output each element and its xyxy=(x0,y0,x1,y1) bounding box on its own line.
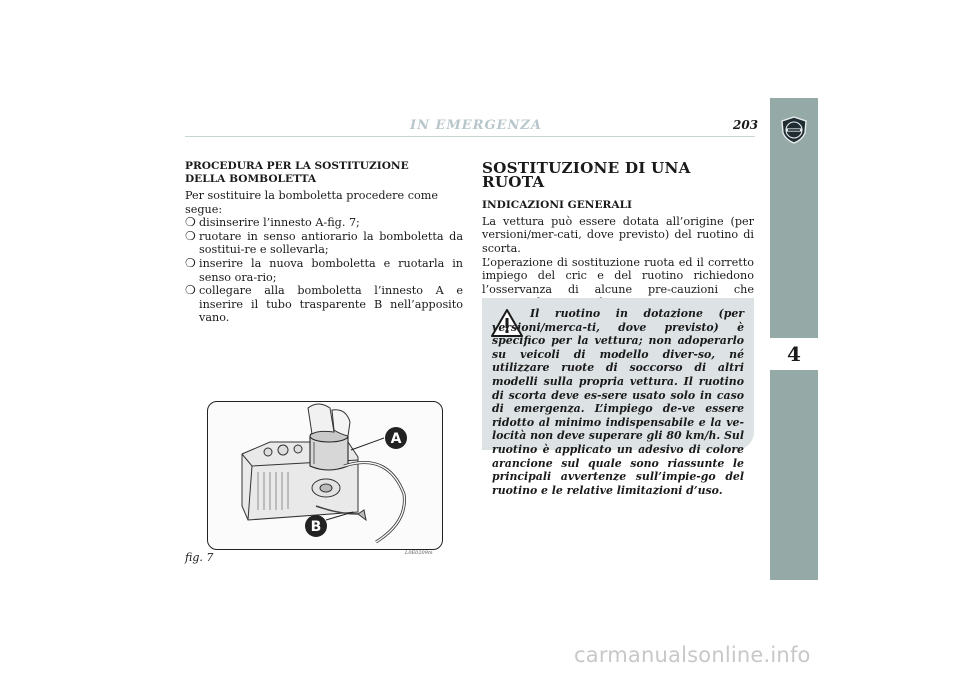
bullet-circle-icon: ❍ xyxy=(185,255,196,270)
label-b: B xyxy=(310,519,322,535)
warning-text: Il ruotino in dotazione (per versioni/merca-ti, dove previsto) è specifico per la vettura; non adoperarlo su veicoli di modello diver-so, né utilizzare ruote di soccorso di altri modelli sulla propria vettura. Il ruotino di scorta deve es-sere usato solo in caso di emergenza. L’impiego de-ve essere ridotto al minimo indispensabile e la ve-locità non deve superare gli 80 km/h. Sul ruotino è applicato un adesivo di colore arancione sul quale sono riassunte le principali avvertenze sull’impie-go del ruotino e le relative limitazioni d’uso. xyxy=(492,307,744,497)
bullet-circle-icon: ❍ xyxy=(185,228,196,243)
paragraph-1: La vettura può essere dotata all’origine (per versioni/mer-cati, dove previsto) del ruotino di scorta. xyxy=(482,214,754,255)
compressor-drawing xyxy=(208,402,442,549)
section-heading: SOSTITUZIONE DI UNA RUOTA xyxy=(482,159,691,191)
watermark: carmanualsonline.info xyxy=(574,643,811,667)
procedure-heading-line1: PROCEDURA PER LA SOSTITUZIONE xyxy=(185,160,409,172)
bullet-circle-icon: ❍ xyxy=(185,283,196,298)
list-item: ❍ inserire la nuova bomboletta e ruotarla in senso ora-rio; xyxy=(185,255,463,284)
section-title: IN EMERGENZA xyxy=(410,118,542,133)
procedure-heading-line2: DELLA BOMBOLETTA xyxy=(185,173,317,185)
figure-caption: fig. 7 xyxy=(185,551,214,564)
page-number: 203 xyxy=(733,118,759,132)
label-a: A xyxy=(390,431,402,447)
lancia-logo-icon xyxy=(780,116,808,144)
list-item: ❍ collegare alla bomboletta l’innesto A e inserire il tubo trasparente B nell’apposito vano. xyxy=(185,283,463,325)
header-divider xyxy=(185,136,755,137)
figure-code: L0E0209m xyxy=(405,550,433,556)
procedure-steps xyxy=(185,216,463,325)
general-indications-heading: INDICAZIONI GENERALI xyxy=(482,199,632,212)
procedure-intro: Per sostituire la bomboletta procedere come segue: xyxy=(185,189,438,216)
warning-box xyxy=(482,298,754,497)
left-column xyxy=(185,160,463,325)
paragraph-2: L’operazione di sostituzione ruota ed il corretto impiego del cric e del ruotino richiedono l’osservanza di alcune pre-cauzioni che xyxy=(482,255,754,296)
list-item: ❍ ruotare in senso antiorario la bomboletta da sostitui-re e sollevarla; xyxy=(185,228,463,257)
right-column xyxy=(482,159,754,310)
bullet-circle-icon: ❍ xyxy=(185,215,196,230)
list-item: ❍ disinserire l’innesto A-fig. 7; xyxy=(185,215,360,230)
figure-illustration xyxy=(207,401,443,550)
chapter-number: 4 xyxy=(770,338,818,370)
